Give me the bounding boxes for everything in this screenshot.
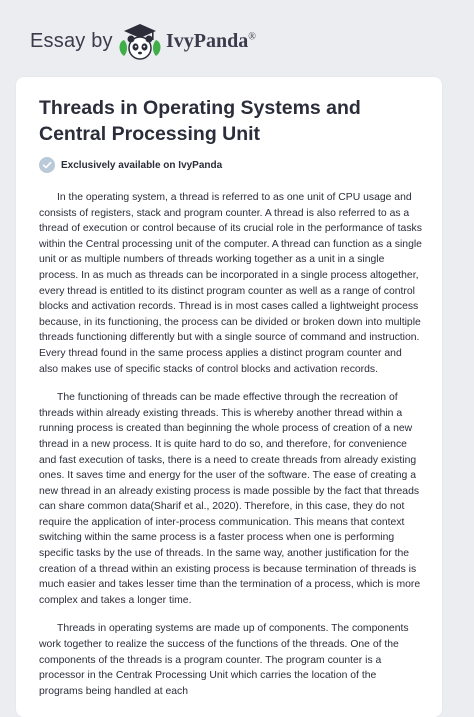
checkmark-icon (39, 157, 55, 173)
essay-by-label: Essay by (30, 30, 113, 52)
paragraph: Threads in operating systems are made up of components. The components work together to realize the success of the functions of the threads. One of the components of the threads is a program counter. The program counter is a processor in the Centrak Processing Unit which carries the location of the programs being handled at each (39, 623, 409, 697)
paragraph: In the operating system, a thread is referred to as one unit of CPU usage and consists of registers, stack and program counter. A thread is also referred to as a thread of execution or control because of its crucial role in the performance of tasks within the Central processing unit of the computer. A thread can function as a single unit or as multiple numbers of threads working together as a unit in a single process. In as much as threads can be incorporated in a single process altogether, every thread is entitled to its distinct program counter as well as a range of control blocks and activation records. Thread is in most cases called a lightweight process because, in its functioning, the process can be divided or broken down into multiple threads functioning differently but with a single source of command and instruction. Every thread found in the same process applies a distinct program counter and also makes use of specific stacks of control blocks and activation records. (39, 192, 422, 375)
brand-name[interactable]: IvyPanda® (166, 30, 256, 52)
essay-body (39, 190, 422, 712)
availability-text: Exclusively available on IvyPanda (61, 159, 223, 171)
site-header (0, 0, 474, 76)
availability-badge (39, 156, 222, 174)
paragraph: The functioning of threads can be made effective through the recreation of threads within already existing threads. This is whereby another thread within a running process is created than beginning the whole process of creation of a new thread in a new process. It is quite hard to do so, and therefore, for convenience and fast execution of tasks, there is a need to create threads from already existing ones. It saves time and energy for the user of the software. The ease of creating a new thread in an already existing process is made possible by the fact that threads can share common data(Sharif et al., 2020). Therefore, in this case, they do not require the application of inter-process communication. This means that context switching within the same process is a faster process when one is performing specific tasks by the use of threads. In the same way, another justification for the creation of a thread within an existing process is because termination of threads is much easier and takes lesser time than the termination of a process, which is more complex and takes a longer time. (39, 392, 421, 606)
ivypanda-logo-icon[interactable] (118, 22, 162, 62)
essay-card (16, 77, 442, 717)
page-title: Threads in Operating Systems and Central Processing Unit (39, 97, 361, 145)
